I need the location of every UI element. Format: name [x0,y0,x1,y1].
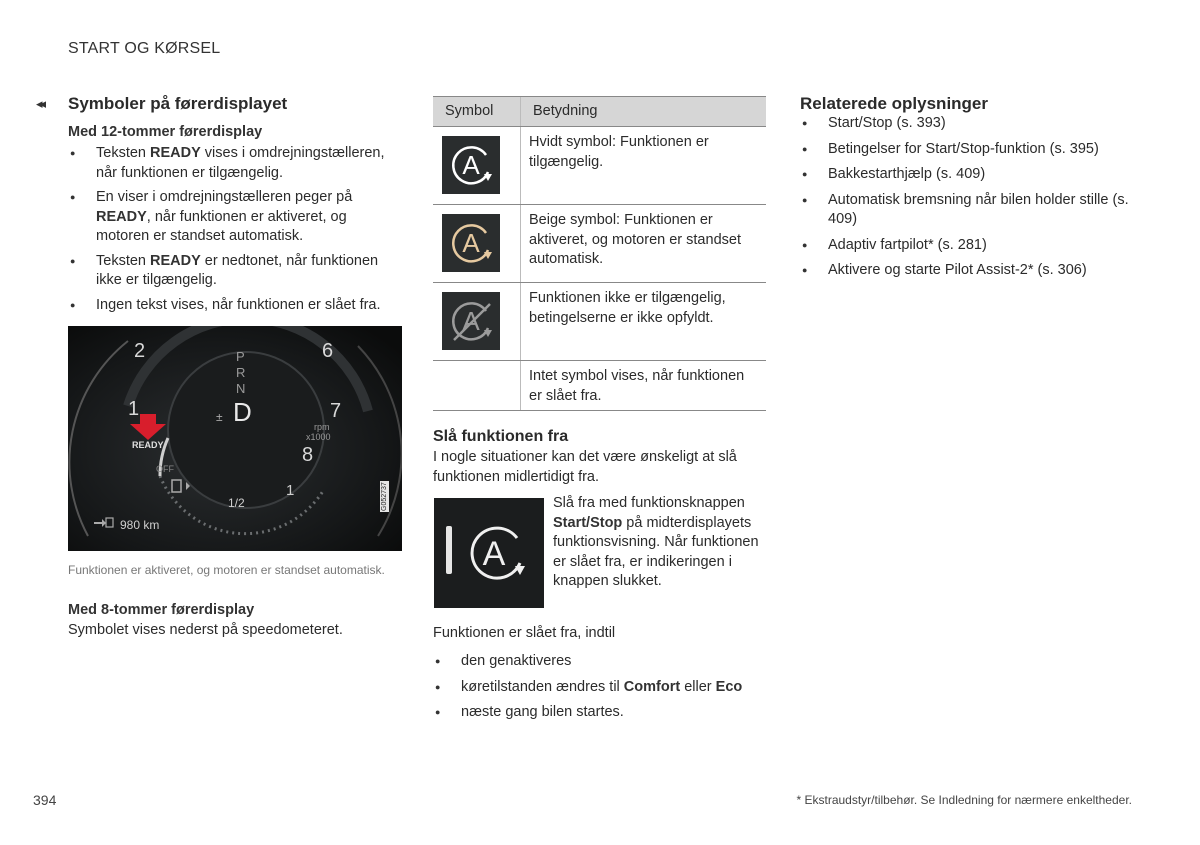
rpm-tick-label: 1 [128,398,140,420]
svg-text:A: A [462,150,480,180]
list-item: ● En viser i omdrejningstælleren peger på READY, når funktionen er aktiveret, og motoren er standset automatisk. [68,188,403,247]
svg-text:A: A [462,306,480,336]
list-item: ● den genaktiveres [433,652,766,672]
meaning-cell: Beige symbol: Funktionen er aktiveret, og motoren er standset automatisk. [521,205,767,283]
related-link[interactable]: ● Start/Stop (s. 393) [800,114,1140,134]
section-header: START OG KØRSEL [68,40,221,57]
rpm-tick-label: 7 [330,400,342,422]
ready-label: READY [132,440,164,450]
gear-d: D [233,397,252,427]
range-readout: 980 km [120,518,160,532]
table-row [433,127,766,205]
subheading-12-inch: Med 12-tommer førerdisplay [68,124,263,140]
list-item: ● næste gang bilen startes. [433,703,766,723]
until-list [433,652,766,723]
list-item: ● Ingen tekst vises, når funktionen er slået fra. [68,296,403,316]
symbol-table [433,96,766,411]
meaning-cell: Intet symbol vises, når funktionen er slået fra. [521,361,767,411]
ready-bullets [68,144,403,315]
table-row [433,205,766,283]
table-row [433,283,766,361]
list-item: ● Teksten READY vises i omdrejningstælleren, når funktionen er tilgængelig. [68,144,403,183]
meaning-cell: Funktionen ikke er tilgængelig, betingelserne er ikke opfyldt. [521,283,767,361]
list-item: ● Teksten READY er nedtonet, når funktionen ikke er tilgængelig. [68,252,403,291]
related-info-title: Relaterede oplysninger [800,94,989,113]
related-link[interactable]: ● Aktivere og starte Pilot Assist-2* (s. 306) [800,261,1140,281]
related-link[interactable]: ● Automatisk bremsning når bilen holder stille (s. 409) [800,191,1140,230]
footnote: * Ekstraudstyr/tilbehør. Se Indledning for nærmere enkeltheder. [796,793,1132,807]
fuel-tick-full: 1 [286,482,295,499]
related-link[interactable]: ● Adaptiv fartpilot* (s. 281) [800,236,1140,256]
section-title: Symboler på førerdisplayet [68,94,288,113]
deactivate-title: Slå funktionen fra [433,428,569,445]
related-links [800,114,1140,281]
deactivate-intro: I nogle situationer kan det være ønskeligt at slå funktionen midlertidigt fra. [433,449,737,485]
rpm-unit: rpm [314,422,330,432]
middle-column [433,96,766,720]
text-8-inch: Symbolet vises nederst på speedometeret. [68,622,343,638]
table-header-row [433,97,766,127]
svg-text:A: A [482,535,506,573]
image-code: G052737 [381,482,388,511]
button-instruction: Slå fra med funktionsknappen Start/Stop på midterdisplayets funktionsvisning. Når funktionen er slået fra, er indikeringen i knappen slukket. [553,495,759,589]
image-caption: Funktionen er aktiveret, og motoren er standset automatisk. [68,563,385,577]
meaning-cell: Hvidt symbol: Funktionen er tilgængelig. [521,127,767,205]
page-number: 394 [33,792,57,808]
table-row [433,361,766,411]
until-intro: Funktionen er slået fra, indtil [433,625,616,641]
left-column [36,94,403,638]
fuel-tick-half: 1/2 [228,496,245,510]
rpm-tick-label: 8 [302,444,314,466]
auto-stop-white-icon [442,136,500,194]
column-header-meaning: Betydning [521,97,767,127]
gear-r: R [236,365,246,380]
related-link[interactable]: ● Betingelser for Start/Stop-funktion (s. 395) [800,140,1140,160]
related-link[interactable]: ● Bakkestarthjælp (s. 409) [800,165,1140,185]
off-label: OFF [156,464,174,474]
gear-p: P [236,349,245,364]
auto-stop-beige-icon [442,214,500,272]
back-arrows-icon[interactable]: ◂◂ [36,96,44,111]
column-header-symbol: Symbol [433,97,521,127]
driver-display-image [68,326,402,551]
auto-stop-button-icon [434,498,544,608]
start-stop-button-image [434,498,544,608]
svg-text:A: A [462,228,480,258]
gear-n: N [236,381,246,396]
plus-minus-icon: ± [216,410,223,424]
rpm-tick-label: 2 [134,340,146,362]
right-column [800,94,1140,281]
auto-stop-unavailable-icon [442,292,500,350]
rpm-multiplier: x1000 [306,432,331,442]
rpm-tick-label: 6 [322,340,334,362]
list-item: ● køretilstanden ændres til Comfort eller Eco [433,678,766,698]
tachometer-illustration [68,326,402,551]
subheading-8-inch: Med 8-tommer førerdisplay [68,602,255,618]
